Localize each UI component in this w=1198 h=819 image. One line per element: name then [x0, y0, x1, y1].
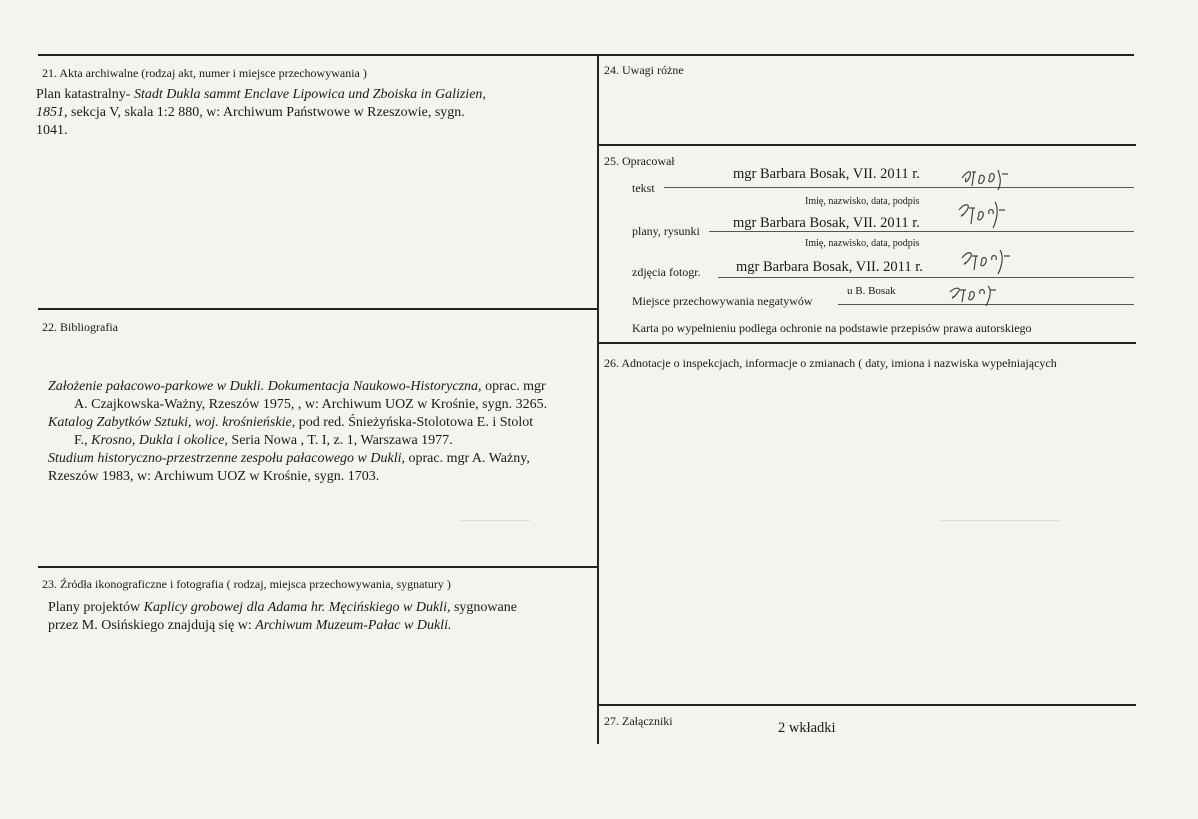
- bibliography-entry-1: Założenie pałacowo-parkowe w Dukli. Dokumentacja Naukowo-Historyczna, oprac. mgr: [48, 379, 546, 394]
- center-divider-line: [597, 54, 599, 744]
- divider-21-22: [38, 308, 599, 310]
- divider-24-25: [598, 144, 1136, 146]
- bibliography-entry-1-cont: A. Czajkowska-Ważny, Rzeszów 1975, , w: Archiwum UOZ w Krośnie, sygn. 3265.: [74, 397, 548, 412]
- signature-4: [946, 282, 1000, 308]
- zdjecia-label: zdjęcia fotogr.: [632, 265, 701, 279]
- section-23-line-2: przez M. Osińskiego znajdują się w: Archiwum Muzeum-Pałac w Dukli.: [48, 618, 452, 633]
- plany-value: mgr Barbara Bosak, VII. 2011 r.: [733, 215, 920, 231]
- miejsce-label: Miejsce przechowywania negatywów: [632, 294, 813, 308]
- section-21-line-1: Plan katastralny- Stadt Dukla sammt Enclave Lipowica und Zboiska in Galizien,: [36, 87, 486, 102]
- section-22-label: 22. Bibliografia: [42, 320, 118, 334]
- bibliography-entry-3: Studium historyczno-przestrzenne zespołu pałacowego w Dukli, oprac. mgr A. Ważny,: [48, 451, 530, 466]
- zdjecia-underline: [718, 277, 1134, 278]
- attachments-value: 2 wkładki: [778, 720, 836, 736]
- divider-22-23: [38, 566, 599, 568]
- scan-artifact: [460, 520, 530, 521]
- section-27-label: 27. Załączniki: [604, 714, 673, 728]
- section-21-content: [36, 86, 586, 140]
- zdjecia-value: mgr Barbara Bosak, VII. 2011 r.: [736, 259, 923, 275]
- section-21-line-2: 1851, sekcja V, skala 1:2 880, w: Archiwum Państwowe w Rzeszowie, sygn.: [36, 105, 465, 120]
- section-23-label: 23. Źródła ikonograficzne i fotografia ( rodzaj, miejsca przechowywania, sygnatury ): [42, 577, 451, 591]
- hint-name-date-signature-2: Imię, nazwisko, data, podpis: [805, 238, 920, 249]
- tekst-value: mgr Barbara Bosak, VII. 2011 r.: [733, 166, 920, 182]
- tekst-label: tekst: [632, 181, 655, 195]
- section-26-label: 26. Adnotacje o inspekcjach, informacje o zmianach ( daty, imiona i nazwiska wypełniających: [604, 356, 1057, 370]
- bibliography-entry-3-cont: Rzeszów 1983, w: Archiwum UOZ w Krośnie, sygn. 1703.: [48, 469, 380, 484]
- tekst-underline: [664, 187, 1134, 188]
- section-21-line-3: 1041.: [36, 123, 68, 138]
- top-border-line: [38, 54, 1134, 56]
- scan-artifact: [940, 520, 1060, 521]
- section-24-label: 24. Uwagi różne: [604, 63, 684, 77]
- divider-26-27: [598, 704, 1136, 706]
- signature-2: [955, 198, 1011, 232]
- signature-3: [958, 246, 1014, 278]
- bibliography-entry-2: Katalog Zabytków Sztuki, woj. krośnieńskie, pod red. Śnieżyńska-Stolotowa E. i Stolot: [48, 415, 534, 430]
- bibliography-entry-2-cont: F., Krosno, Dukla i okolice, Seria Nowa , T. I, z. 1, Warszawa 1977.: [74, 433, 453, 448]
- signature-1: [958, 164, 1014, 194]
- divider-25-26: [598, 342, 1136, 344]
- copyright-notice: Karta po wypełnieniu podlega ochronie na podstawie przepisów prawa autorskiego: [632, 321, 1032, 335]
- section-23-line-1: Plany projektów Kaplicy grobowej dla Adama hr. Męcińskiego w Dukli, sygnowane: [48, 600, 517, 615]
- section-23-content: [48, 599, 593, 635]
- miejsce-value: u B. Bosak: [847, 285, 896, 297]
- plany-label: plany, rysunki: [632, 224, 700, 238]
- section-22-bibliography: [48, 378, 593, 486]
- section-25-label: 25. Opracował: [604, 154, 675, 168]
- hint-name-date-signature: Imię, nazwisko, data, podpis: [805, 196, 920, 207]
- section-21-label: 21. Akta archiwalne (rodzaj akt, numer i miejsce przechowywania ): [42, 66, 367, 80]
